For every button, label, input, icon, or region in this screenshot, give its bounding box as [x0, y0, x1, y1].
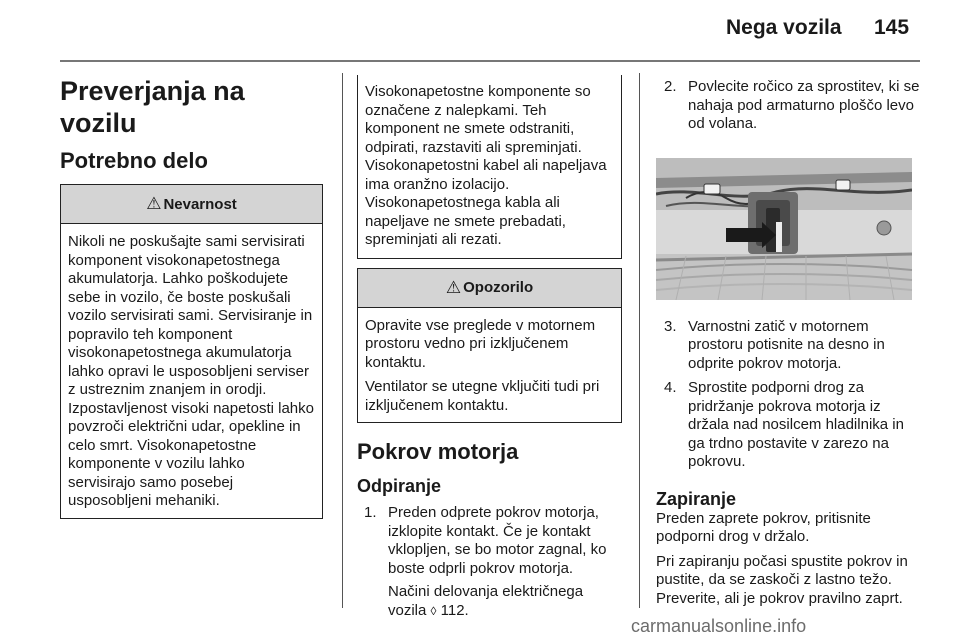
- closing-text: Preden zaprete pokrov, pritisnite podporni drog v držalo.: [656, 509, 871, 545]
- danger-label: Nevarnost: [163, 195, 237, 213]
- watermark: carmanualsonline.info: [631, 616, 807, 636]
- step-number: 2.: [664, 78, 677, 95]
- reference-page[interactable]: 112.: [440, 601, 469, 619]
- column-2: [357, 75, 622, 620]
- list-item: [664, 78, 922, 134]
- warning-triangle-icon: ⚠: [146, 194, 162, 213]
- danger-box-continued-body: [358, 75, 621, 258]
- danger-text: Nikoli ne poskušajte sami servisirati komponent visokonapetostnega akumulatorja. Lahko poškodujete sebe in vozilo, če boste poskušali vozilo servisirati sami. Servisiranje in popravilo teh komponent visokonapetostnega akumulatorja lahko opravi le usposobljeni serviser z ustreznim znanjem in orodji. Izpostavljenost visoki napetosti lahko povzroči električni udar, opekline in celo smrt. Visokonapetostne komponente v vozilu lahko servisirajo samo posebej usposobljeni mehaniki.: [68, 233, 314, 509]
- list-item: [664, 379, 922, 472]
- step-text: Varnostni zatič v motornem prostoru potisnite na desno in odprite pokrov motorja.: [688, 317, 885, 372]
- reference-text: Načini delovanja električnega vozila: [388, 583, 584, 619]
- danger-box: [60, 184, 323, 519]
- step-body: [388, 504, 622, 620]
- column-1: [60, 75, 323, 519]
- page-reference-icon[interactable]: ◊: [430, 603, 437, 618]
- column-divider: [639, 73, 640, 608]
- section-title: Pokrov motorja: [357, 439, 519, 464]
- list-item: [364, 504, 622, 620]
- warning-triangle-icon: ⚠: [445, 277, 462, 297]
- danger-box-header: [61, 184, 322, 224]
- section-title: Potrebno delo: [60, 148, 208, 173]
- opening-steps-continued: [656, 78, 922, 134]
- page-number: 145: [874, 16, 910, 39]
- header-title: Nega vozila: [726, 16, 842, 39]
- hood-release-latch-photo: [656, 158, 912, 300]
- page-title: Preverjanja na vozilu: [60, 76, 245, 138]
- caution-box-body: [358, 308, 621, 423]
- step-text: Povlecite ročico za sprostitev, ki se nahaja pod armaturno ploščo levo od volana.: [688, 78, 920, 132]
- caution-label: Opozorilo: [463, 279, 534, 296]
- hood-release-latch-illustration: [656, 158, 912, 300]
- opening-steps-final: [656, 318, 922, 472]
- subsection-title: Odpiranje: [357, 476, 442, 496]
- column-3: [656, 78, 922, 608]
- closing-text: Pri zapiranju počasi spustite pokrov in pustite, da se zaskoči z lastno težo.: [656, 552, 908, 588]
- opening-steps: [357, 504, 622, 620]
- header-rule: [60, 60, 920, 62]
- page-header: [0, 0, 960, 62]
- subsection-title: Zapiranje: [656, 488, 737, 509]
- step-reference: [388, 583, 622, 620]
- closing-text: Preverite, ali je pokrov pravilno zaprt.: [656, 589, 903, 607]
- caution-box-header: [358, 268, 621, 308]
- danger-continued-text: Visokonapetostne komponente so označene z nalepkami. Teh komponent ne smete odstraniti, odpirati, razstaviti ali spreminjati. Visokonapetostni kabel ali napeljava ima oranžno izolacijo. Visokonapetostnega kabla ali napeljave ne smete prebadati, spreminjati ali rezati.: [365, 83, 607, 248]
- step-text: Preden odprete pokrov motorja, izklopite kontakt. Če je kontakt vklopljen, se bo motor zagnal, ko boste odprli pokrov motorja.: [388, 504, 607, 577]
- step-number: 3.: [664, 317, 677, 335]
- list-item: [664, 318, 922, 374]
- step-number: 4.: [664, 379, 677, 396]
- danger-box-continued: [357, 75, 622, 259]
- caution-box: [357, 268, 622, 424]
- column-divider: [342, 73, 343, 608]
- caution-text: Ventilator se utegne vključiti tudi pri izključenem kontaktu.: [365, 378, 600, 414]
- step-number: 1.: [364, 504, 377, 521]
- danger-box-body: [61, 224, 322, 518]
- step-text: Sprostite podporni drog za pridržanje pokrova motorja iz držala nad nosilcem hladilnika in ga trdno postavite v zarezo na pokrovu.: [688, 379, 904, 470]
- caution-text: Opravite vse preglede v motornem prostoru vedno pri izključenem kontaktu.: [365, 316, 596, 371]
